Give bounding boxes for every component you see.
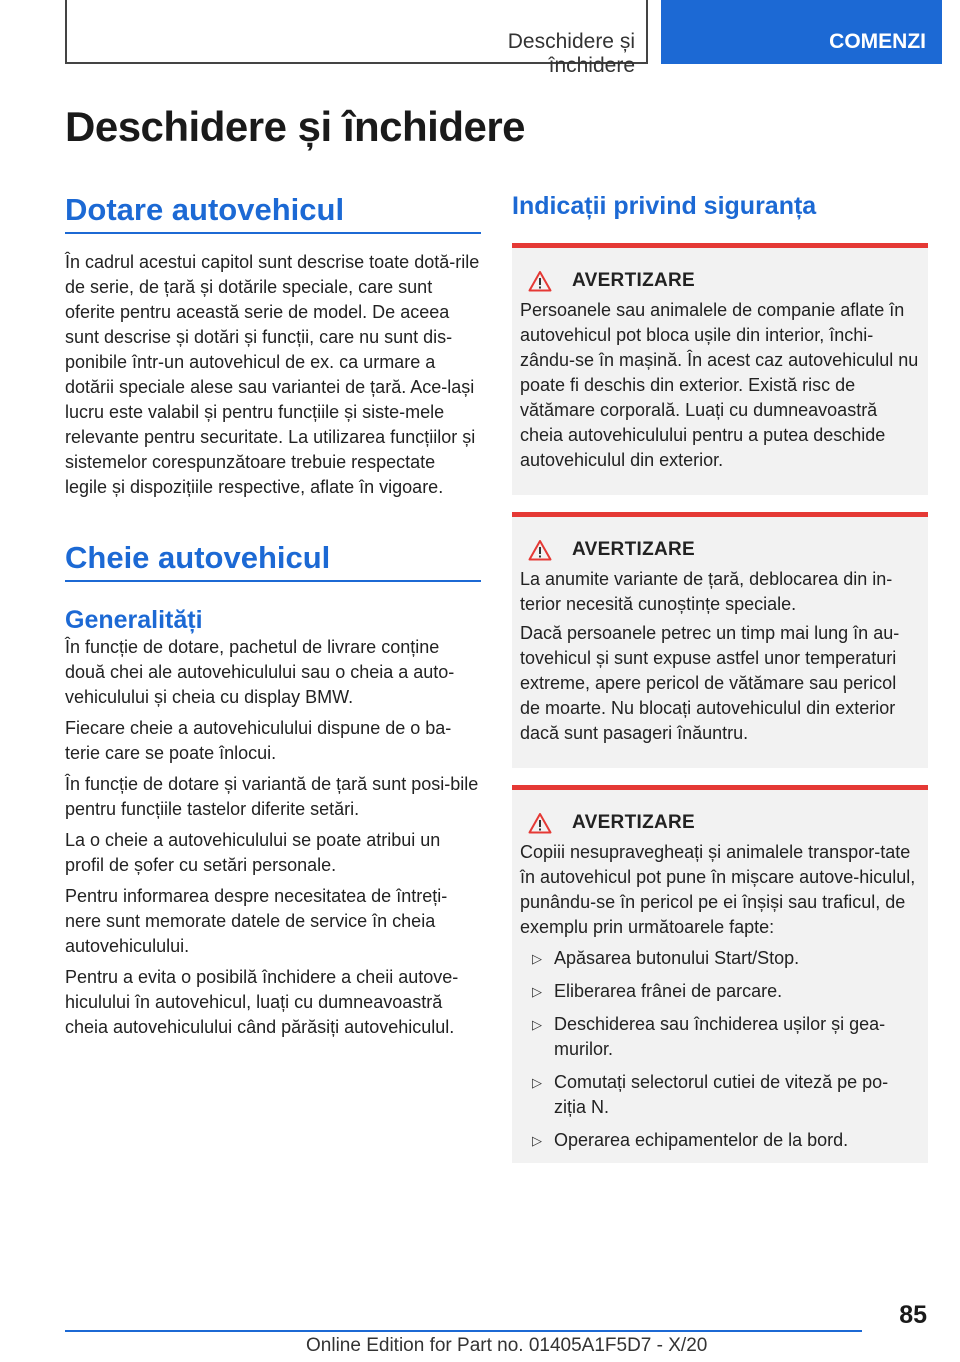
warning-text: La anumite variante de țară, deblocarea din in-terior necesită cunoștințe speciale. [520,569,893,614]
warning-box [512,785,928,1163]
page-number: 85 [899,1301,927,1329]
list-item: ▷ Operarea echipamentelor de la bord. [520,1128,920,1153]
paragraph: Fiecare cheie a autovehiculului dispune de o ba-terie care se poate înlocui. [65,718,452,763]
heading-generalitati: Generalități [65,606,203,634]
warning-label: AVERTIZARE [572,539,695,560]
warning-text: Persoanele sau animalele de companie aflate în autovehicul pot bloca ușile din interior, închi-zându-se în mașină. În acest caz autovehiculul nu poate fi deschis din exterior. Există risc de vătămare corporală. Luați cu dumneavoastră cheia autovehiculului pentru a putea deschide autovehiculul din exterior. [520,300,919,470]
footer-edition-text: Online Edition for Part no. 01405A1F5D7 - X/20 [306,1335,708,1356]
bullet-triangle-icon: ▷ [532,951,542,966]
bullet-triangle-icon: ▷ [532,984,542,999]
left-column [65,192,481,1040]
right-column [512,192,928,1163]
warning-box [512,243,928,495]
list-item: ▷ Comutați selectorul cutiei de viteză pe po-ziția N. [532,1072,889,1117]
warning-text: Dacă persoanele petrec un timp mai lung în au-tovehicul și sunt expuse astfel unor temperaturi extreme, apere pericol de vătămare sau pericol de moarte. Nu blocați autovehiculul din exterior dacă sunt pasageri înăuntru. [520,623,900,743]
paragraph: În funcție de dotare, pachetul de livrare conține două chei ale autovehiculului sau o cheia a auto-vehiculului și cheia cu display BMW. [65,637,455,707]
bullet-triangle-icon: ▷ [532,1133,542,1148]
warning-triangle-icon [528,812,552,834]
heading-dotare: Dotare autovehicul [65,192,481,234]
list-item: ▷ Eliberarea frânei de parcare. [520,979,920,1004]
header-section-title: Deschidere și închidere [507,30,635,77]
bullet-list [520,946,920,1153]
list-item: ▷ Apăsarea butonului Start/Stop. [520,946,920,971]
heading-siguranta: Indicații privind siguranța [512,192,817,220]
paragraph: Pentru a evita o posibilă închidere a cheii autove-hiculului în autovehicul, luați cu dumneavoastră cheia autovehiculului când părăsiți autovehiculul. [65,967,459,1037]
warning-box [512,512,928,768]
warning-label: AVERTIZARE [572,270,695,291]
warning-text: Copiii nesupravegheați și animalele transpor-tate în autovehicul pot pune în mișcare autove-hiculul, punându-se în pericol pe ei înșiși sau traficul, de exemplu prin următoarele fapte: [520,842,916,937]
paragraph: Pentru informarea despre necesitatea de întreți-nere sunt memorate datele de service în cheia autovehiculului. [65,886,448,956]
warning-triangle-icon [528,270,552,292]
warning-label: AVERTIZARE [572,812,695,833]
header-tab-comenzi[interactable]: COMENZI [661,0,942,64]
heading-cheie: Cheie autovehicul [65,540,481,582]
dotare-text: În cadrul acestui capitol sunt descrise toate dotă-rile de serie, de țară și dotările speciale, care sunt oferite pentru această serie de model. De aceea sunt descrise și dotări și funcții, care nu sunt dis-ponibile într-un autovehicul de ex. ca urmare a dotării speciale alese sau variantei de țară. Ace-lași lucru este valabil și pentru funcțiile și siste-mele relevante pentru securitate. La utilizarea funcțiilor și sistemelor corespunzătoare trebuie respectate legile și dispozițiile respective, aflate în vigoare. [65,252,480,497]
bullet-triangle-icon: ▷ [532,1075,542,1090]
warning-triangle-icon [528,539,552,561]
paragraph: În funcție de dotare și variantă de țară sunt posi-bile pentru funcțiile tastelor diferite setări. [65,774,479,819]
paragraph: La o cheie a autovehiculului se poate atribui un profil de șofer cu setări personale. [65,830,441,875]
bullet-triangle-icon: ▷ [532,1017,542,1032]
list-item: ▷ Deschiderea sau închiderea ușilor și gea-murilor. [532,1014,886,1059]
page-title: Deschidere și închidere [65,103,526,150]
footer-divider [65,1330,862,1332]
